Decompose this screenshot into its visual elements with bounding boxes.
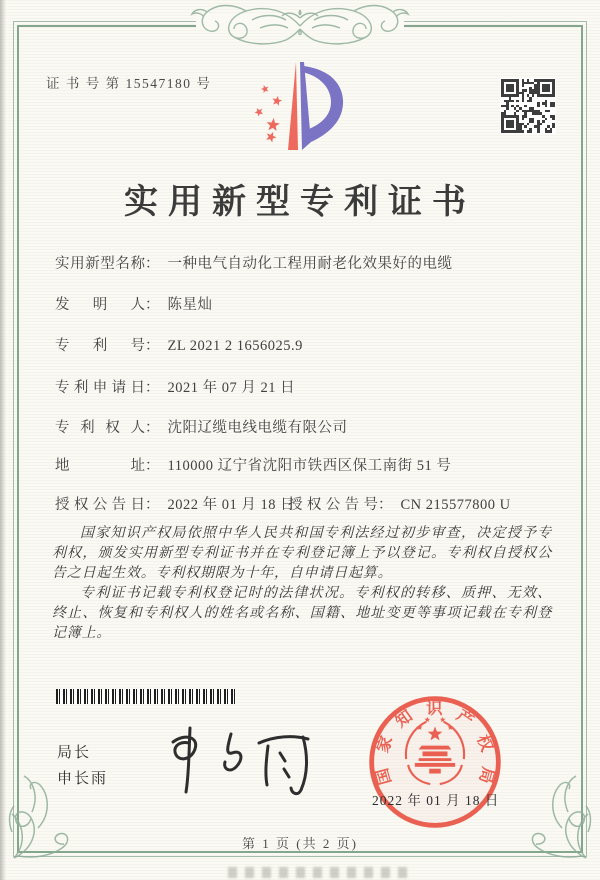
barcode bbox=[56, 689, 236, 704]
next-page-ghost-text bbox=[228, 867, 413, 878]
field-colon: ： bbox=[145, 380, 160, 396]
field-colon: ： bbox=[378, 497, 393, 513]
field-colon: ： bbox=[145, 420, 160, 436]
field-value: 2021 年 07 月 21 日 bbox=[167, 380, 296, 396]
certificate-number: 证 书 号 第 15547180 号 bbox=[46, 76, 212, 91]
field-label: 专利号 bbox=[55, 338, 145, 354]
qr-code bbox=[500, 78, 556, 134]
field-row-grant bbox=[55, 493, 570, 514]
field-value: 沈阳辽缆电线电缆有限公司 bbox=[167, 420, 348, 436]
field-value: 一种电气自动化工程用耐老化效果好的电缆 bbox=[167, 256, 453, 272]
field-row-inventor bbox=[55, 293, 570, 314]
field-colon: ： bbox=[145, 458, 160, 474]
field-colon: ： bbox=[145, 497, 160, 513]
field-label: 授权公告日 bbox=[55, 497, 145, 513]
commissioner-signature bbox=[135, 712, 345, 812]
seal-date: 2022 年 01 月 18 日 bbox=[372, 793, 500, 808]
field-row-patentee bbox=[55, 416, 570, 437]
field-value: 110000 辽宁省沈阳市铁西区保工南街 51 号 bbox=[167, 458, 452, 474]
officer-block bbox=[57, 740, 108, 792]
field-row-name bbox=[55, 252, 570, 273]
field-value: ZL 2021 2 1656025.9 bbox=[167, 338, 303, 354]
field-colon: ： bbox=[145, 338, 160, 354]
field-value: 陈星灿 bbox=[167, 297, 213, 313]
officer-title: 局长 bbox=[57, 744, 92, 761]
cnipa-official-seal bbox=[363, 690, 507, 834]
field-label: 发明人 bbox=[55, 297, 145, 313]
field-colon: ： bbox=[145, 256, 160, 272]
legal-paragraph-1: 国家知识产权局依照中华人民共和国专利法经过初步审查，决定授予专利权，颁发实用新型专利证书并在专利登记簿上予以登记。专利权自授权公告之日起生效。专利权期限为十年，自申请日起算。 bbox=[52, 526, 552, 581]
scan-edge-shadow bbox=[0, 0, 6, 880]
dragon-ornament-top bbox=[182, 0, 418, 50]
officer-name: 申长雨 bbox=[57, 770, 109, 787]
field-label: 实用新型名称 bbox=[55, 256, 145, 272]
field-label: 授权公告号 bbox=[288, 497, 378, 513]
field-group-announcement-number bbox=[288, 493, 511, 514]
cnipa-logo bbox=[250, 60, 360, 160]
field-label: 专利申请日 bbox=[55, 380, 145, 396]
field-colon: ： bbox=[145, 297, 160, 313]
field-value: 2022 年 01 月 18 日 bbox=[167, 497, 296, 513]
certificate-title: 实用新型专利证书 bbox=[124, 184, 476, 221]
legal-paragraph-2: 专利证书记载专利权登记时的法律状况。专利权的转移、质押、无效、终止、恢复和专利权人的姓名或名称、国籍、地址变更等事项记载在专利登记簿上。 bbox=[52, 586, 552, 641]
field-row-address bbox=[55, 454, 570, 475]
field-row-patent-number bbox=[55, 334, 570, 355]
seal-ring-text: 国家知识产权局 bbox=[372, 698, 499, 787]
field-value: CN 215577800 U bbox=[400, 497, 511, 513]
field-label: 专利权人 bbox=[55, 420, 145, 436]
field-row-filing-date bbox=[55, 376, 570, 397]
field-label: 地址 bbox=[55, 458, 145, 474]
page-number: 第 1 页 (共 2 页) bbox=[242, 836, 358, 851]
legal-paragraphs bbox=[52, 524, 552, 644]
